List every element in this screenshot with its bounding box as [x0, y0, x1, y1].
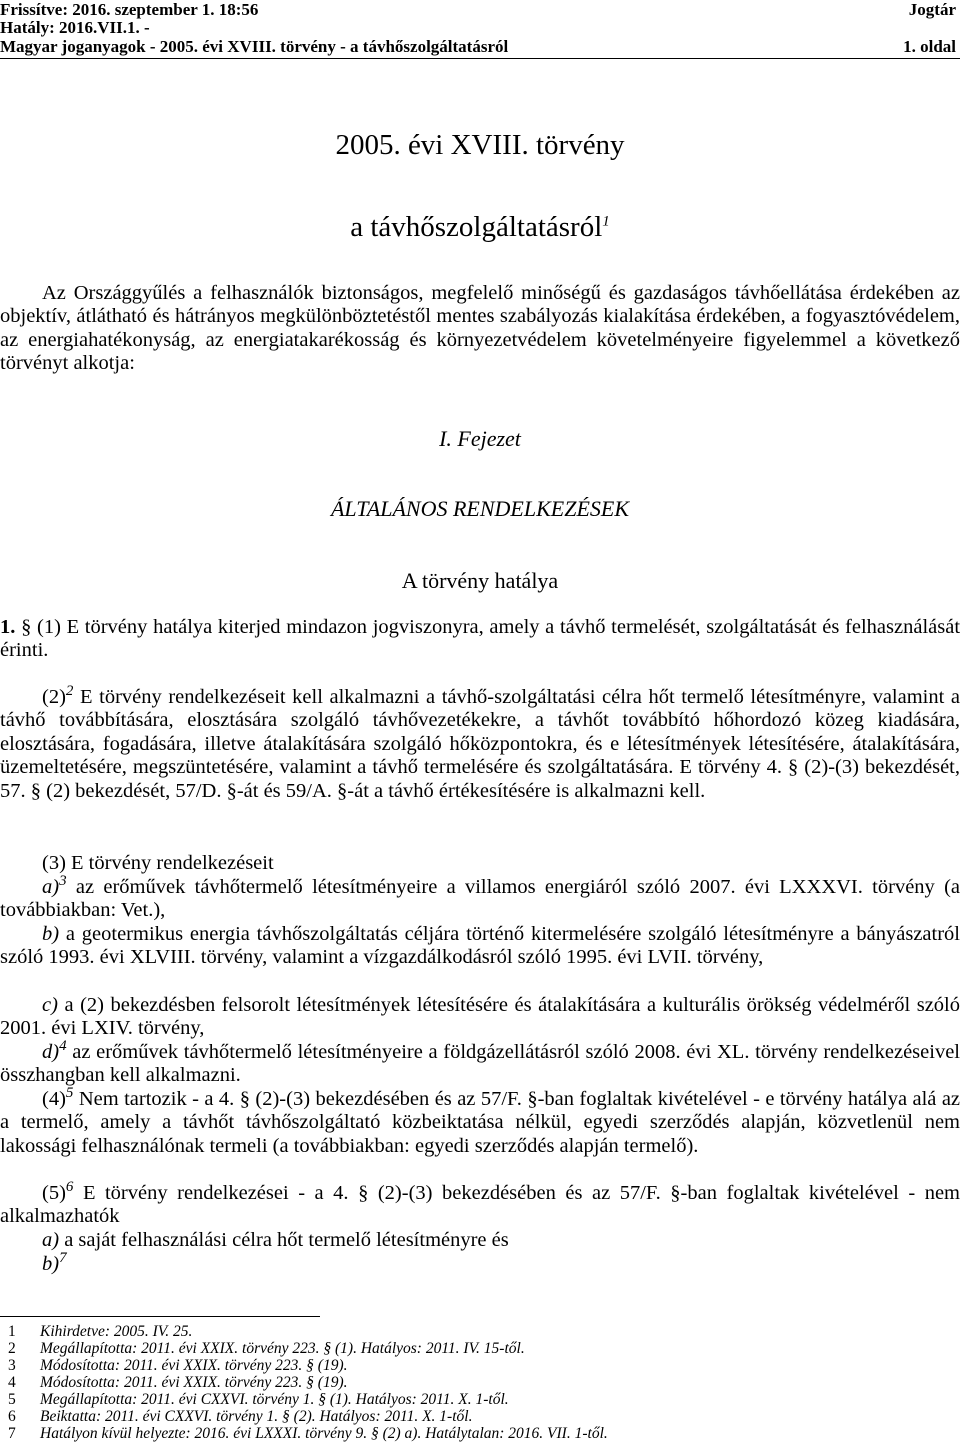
point-label: b) [42, 923, 60, 945]
footnote-number: 5 [8, 1391, 16, 1408]
footnote-number: 6 [8, 1408, 16, 1425]
effect-date: Hatály: 2016.VII.1. - [0, 18, 150, 37]
footnote-ref: 1 [602, 213, 610, 230]
footnote-ref: 3 [59, 873, 67, 890]
paragraph-3-intro: (3) E törvény rendelkezéseit [42, 852, 274, 874]
footnote-item [0, 1425, 608, 1443]
footnote-text: Hatályon kívül helyezte: 2016. évi LXXXI. törvény 9. § (2) a). Hatálytalan: 2016. VII. 1-től. [40, 1425, 608, 1442]
paragraph-5-label: (5) [42, 1182, 66, 1204]
chapter-number: I. Fejezet [439, 426, 521, 451]
footnote-item [0, 1408, 472, 1426]
document-subtitle [0, 210, 960, 244]
paragraph-4-text: Nem tartozik - a 4. § (2)-(3) bekezdésében és az 57/F. §-ban foglaltak kivételével - e törvény hatálya alá az a termelő, amely a távhőt távhőszolgáltató közbeiktatása nélkül, egyedi szerződés alapján, közvetlenül nem lakossági felhasználónak termeli (a továbbiakban: egyedi szerződés alapján termelő). [0, 1088, 960, 1157]
footnote-ref: 2 [65, 683, 74, 700]
section-title: A törvény hatálya [401, 568, 559, 593]
footnote-item [0, 1323, 192, 1341]
paragraph-4 [0, 1085, 960, 1158]
point-3c [0, 994, 960, 1041]
paragraph-2 [0, 683, 960, 803]
footnote-number: 7 [8, 1425, 16, 1442]
footnote-number: 2 [8, 1340, 16, 1357]
point-3a-text: az erőművek távhőtermelő létesítményeire a villamos energiáról szóló 2007. évi LXXXVI. törvény (a továbbiakban: Vet.), [0, 876, 960, 922]
footnote-ref: 6 [65, 1179, 74, 1196]
page-number: 1. oldal [903, 37, 956, 56]
point-3d [0, 1038, 960, 1088]
point-5a-text: a saját felhasználási célra hőt termelő létesítményre és [64, 1229, 509, 1251]
paragraph-2-label: (2) [42, 686, 66, 708]
point-5b [42, 1250, 960, 1276]
footnote-number: 4 [8, 1374, 16, 1391]
footnote-text: Módosította: 2011. évi XXIX. törvény 223. § (19). [40, 1357, 348, 1374]
header-divider [0, 58, 960, 59]
point-5a [42, 1229, 960, 1252]
chapter-title: ÁLTALÁNOS RENDELKEZÉSEK [330, 496, 630, 521]
paragraph-2-text: E törvény rendelkezéseit kell alkalmazni a távhő-szolgáltatási célra hőt termelő létesítményre, valamint a távhő továbbítására, elosztására szolgáló távhővezetékekre, a távhőt továbbító hőhordozó közeg kiadására, elosztására, fogadására, illetve átalakítására szolgáló hőközpontokra, és e létesítmények létesítésére, átalakítására, üzemeltetésére, megszüntetésére, valamint a távhő termelésére és szolgáltatására. E törvény 4. § (2)-(3) bekezdését, 57. § (2) bekezdését, 57/D. §-át és 59/A. §-át a távhő értékesítésére is alkalmazni kell. [0, 686, 960, 802]
preamble: Az Országgyűlés a felhasználók biztonságos, megfelelő minőségű és gazdaságos távhőellátása érdekében az objektív, átlátható és hátrányos megkülönböztetéstől mentes szabályozás kialakítása érdekében, a fogyasztóvédelem, az energiahatékonyság, az energiatakarékosság és környezetvédelem követelményeire figyelemmel a következő törvényt alkotja: [0, 282, 960, 375]
point-3b [0, 923, 960, 970]
footnote-text: Megállapította: 2011. évi CXXVI. törvény 1. § (1). Hatályos: 2011. X. 1-től. [40, 1391, 509, 1408]
footnote-text: Kihirdetve: 2005. IV. 25. [40, 1323, 193, 1340]
paragraph-1-text: (1) E törvény hatálya kiterjed mindazon jogviszonyra, amely a távhő termelését, szolgáltatását és felhasználását érinti. [0, 616, 960, 662]
footnote-number: 1 [8, 1323, 16, 1340]
footnote-text: Beiktatta: 2011. évi CXXVI. törvény 1. § (2). Hatályos: 2011. X. 1-től. [40, 1408, 473, 1425]
point-3b-text: a geotermikus energia távhőszolgáltatás céljára történő kitermelésére szolgáló létesítményre a bányászatról szóló 1993. évi XLVIII. törvény, valamint a vízgazdálkodásról szóló 1995. évi LVII. törvény, [0, 923, 960, 969]
footnote-ref: 7 [59, 1250, 67, 1267]
footnote-item [0, 1374, 348, 1392]
refresh-date: Frissítve: 2016. szeptember 1. 18:56 [0, 0, 259, 19]
subtitle-text: a távhőszolgáltatásról [350, 211, 603, 243]
point-label: a) [42, 876, 60, 898]
section-number: 1. [0, 616, 16, 638]
point-label: b) [42, 1253, 60, 1275]
footnote-item [0, 1391, 509, 1409]
paragraph-5-text: E törvény rendelkezései - a 4. § (2)-(3) bekezdésében és az 57/F. §-ban foglaltak kivételével - nem alkalmazhatók [0, 1182, 960, 1228]
paragraph-1-1 [0, 616, 960, 663]
point-label: d) [42, 1041, 60, 1063]
footnote-ref: 4 [59, 1038, 67, 1055]
point-label: c) [42, 994, 58, 1016]
footnote-text: Megállapította: 2011. évi XXIX. törvény 223. § (1). Hatályos: 2011. IV. 15-től. [40, 1340, 525, 1357]
footnote-number: 3 [8, 1357, 16, 1374]
point-3c-text: a (2) bekezdésben felsorolt létesítmények létesítésére és átalakítására a kulturális örökség védelméről szóló 2001. évi LXIV. törvény, [0, 994, 960, 1040]
footnote-divider [0, 1316, 320, 1317]
footnote-item [0, 1357, 348, 1375]
footnote-ref: 5 [65, 1085, 74, 1102]
section-sign: § [21, 616, 32, 638]
paragraph-4-label: (4) [42, 1088, 66, 1110]
footnote-text: Módosította: 2011. évi XXIX. törvény 223. § (19). [40, 1374, 348, 1391]
point-3a [0, 873, 960, 923]
point-3d-text: az erőművek távhőtermelő létesítményeire a földgázellátásról szóló 2008. évi XL. törvény rendelkezéseivel összhangban kell alkalmazni. [0, 1041, 960, 1087]
document-title: 2005. évi XVIII. törvény [335, 129, 625, 161]
footnote-item [0, 1340, 525, 1358]
brand-name: Jogtár [908, 0, 956, 19]
document-source: Magyar joganyagok - 2005. évi XVIII. törvény - a távhőszolgáltatásról [0, 37, 509, 56]
paragraph-5 [0, 1179, 960, 1229]
point-label: a) [42, 1229, 60, 1251]
